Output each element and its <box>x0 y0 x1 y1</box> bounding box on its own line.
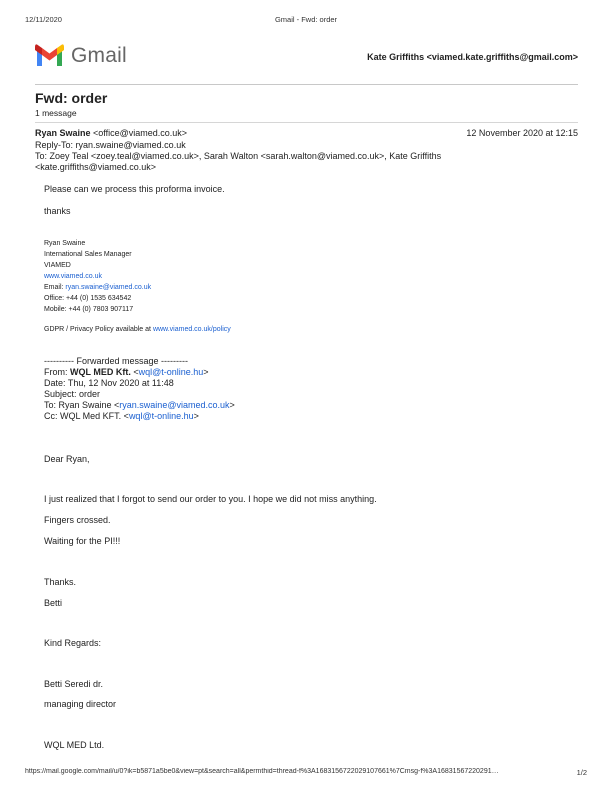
sig-gdpr <box>44 326 231 333</box>
fwd-to-label: To: Ryan Swaine < <box>44 400 120 410</box>
fwd-from-label: From: <box>44 367 70 377</box>
fwd-from-lt: < <box>130 367 139 377</box>
forwarded-header: ---------- Forwarded message --------- <box>44 356 188 366</box>
fwd-paragraph-2: Fingers crossed. <box>44 515 111 525</box>
thread-divider <box>35 122 578 123</box>
to-recipients-line1: To: Zoey Teal <zoey.teal@viamed.co.uk>, Sarah Walton <sarah.walton@viamed.co.uk>, Kate Griffiths <box>35 151 442 161</box>
fwd-to-email-link[interactable]: ryan.swaine@viamed.co.uk <box>119 400 230 410</box>
fwd-cc-gt: > <box>193 411 199 421</box>
fwd-cc-email-link[interactable]: wql@t-online.hu <box>128 411 194 421</box>
gdpr-policy-link[interactable]: www.viamed.co.uk/policy <box>152 326 231 333</box>
print-title: Gmail - Fwd: order <box>274 15 338 24</box>
header-divider <box>35 84 578 85</box>
fwd-role: managing director <box>44 699 117 709</box>
to-recipients-line2: <kate.griffiths@viamed.co.uk> <box>35 162 157 172</box>
gmail-m-icon <box>35 44 64 66</box>
sig-name: Ryan Swaine <box>44 240 86 247</box>
fwd-from-email-link[interactable]: wql@t-online.hu <box>138 367 204 377</box>
print-page-number: 1/2 <box>576 768 587 777</box>
fwd-to-gt: > <box>229 400 235 410</box>
from-email: <office@viamed.co.uk> <box>93 128 188 138</box>
message-count: 1 message <box>35 108 77 118</box>
gdpr-text: GDPR / Privacy Policy available at <box>44 326 153 333</box>
fwd-cc <box>44 411 199 421</box>
fwd-cc-label: Cc: WQL Med KFT. < <box>44 411 129 421</box>
fwd-subject: Subject: order <box>44 389 101 399</box>
fwd-from <box>44 367 209 377</box>
thread-subject: Fwd: order <box>35 90 108 106</box>
fwd-date: Date: Thu, 12 Nov 2020 at 11:48 <box>44 378 174 388</box>
reply-to: Reply-To: ryan.swaine@viamed.co.uk <box>35 140 186 150</box>
gmail-logo <box>35 44 64 66</box>
fwd-regards: Kind Regards: <box>44 638 102 648</box>
message-date: 12 November 2020 at 12:15 <box>466 128 578 138</box>
body-line-1: Please can we process this proforma invoice. <box>44 184 225 194</box>
fwd-greeting: Dear Ryan, <box>44 454 90 464</box>
gmail-wordmark: Gmail <box>71 44 127 67</box>
message-from <box>35 128 187 138</box>
account-user: Kate Griffiths <viamed.kate.griffiths@gmail.com> <box>367 52 578 62</box>
body-line-2: thanks <box>44 206 71 216</box>
fwd-from-name: WQL MED Kft. <box>70 367 131 377</box>
sig-company: VIAMED <box>44 262 71 269</box>
fwd-paragraph-3: Waiting for the PI!!! <box>44 536 121 546</box>
sig-email <box>44 284 151 291</box>
sig-mobile: Mobile: +44 (0) 7803 907117 <box>44 306 134 313</box>
print-url: https://mail.google.com/mail/u/0?ik=b5871a5be0&view=pt&search=all&permthid=thread-f%3A1683156722029107661%7Cmsg-f%3A16831567220291… <box>25 768 499 775</box>
fwd-to <box>44 400 235 410</box>
sig-website-link[interactable]: www.viamed.co.uk <box>44 273 102 280</box>
fwd-paragraph-1: I just realized that I forgot to send our order to you. I hope we did not miss anything. <box>44 494 377 504</box>
fwd-thanks: Thanks. <box>44 577 77 587</box>
fwd-company: WQL MED Ltd. <box>44 740 105 750</box>
fwd-name-1: Betti <box>44 598 63 608</box>
sig-email-link[interactable]: ryan.swaine@viamed.co.uk <box>65 284 152 291</box>
sig-title: International Sales Manager <box>44 251 132 258</box>
fwd-name-2: Betti Seredi dr. <box>44 679 104 689</box>
from-name: Ryan Swaine <box>35 128 91 138</box>
sig-office: Office: +44 (0) 1535 634542 <box>44 295 132 302</box>
fwd-from-gt: > <box>203 367 209 377</box>
sig-email-label: Email: <box>44 284 66 291</box>
print-date: 12/11/2020 <box>25 15 62 24</box>
